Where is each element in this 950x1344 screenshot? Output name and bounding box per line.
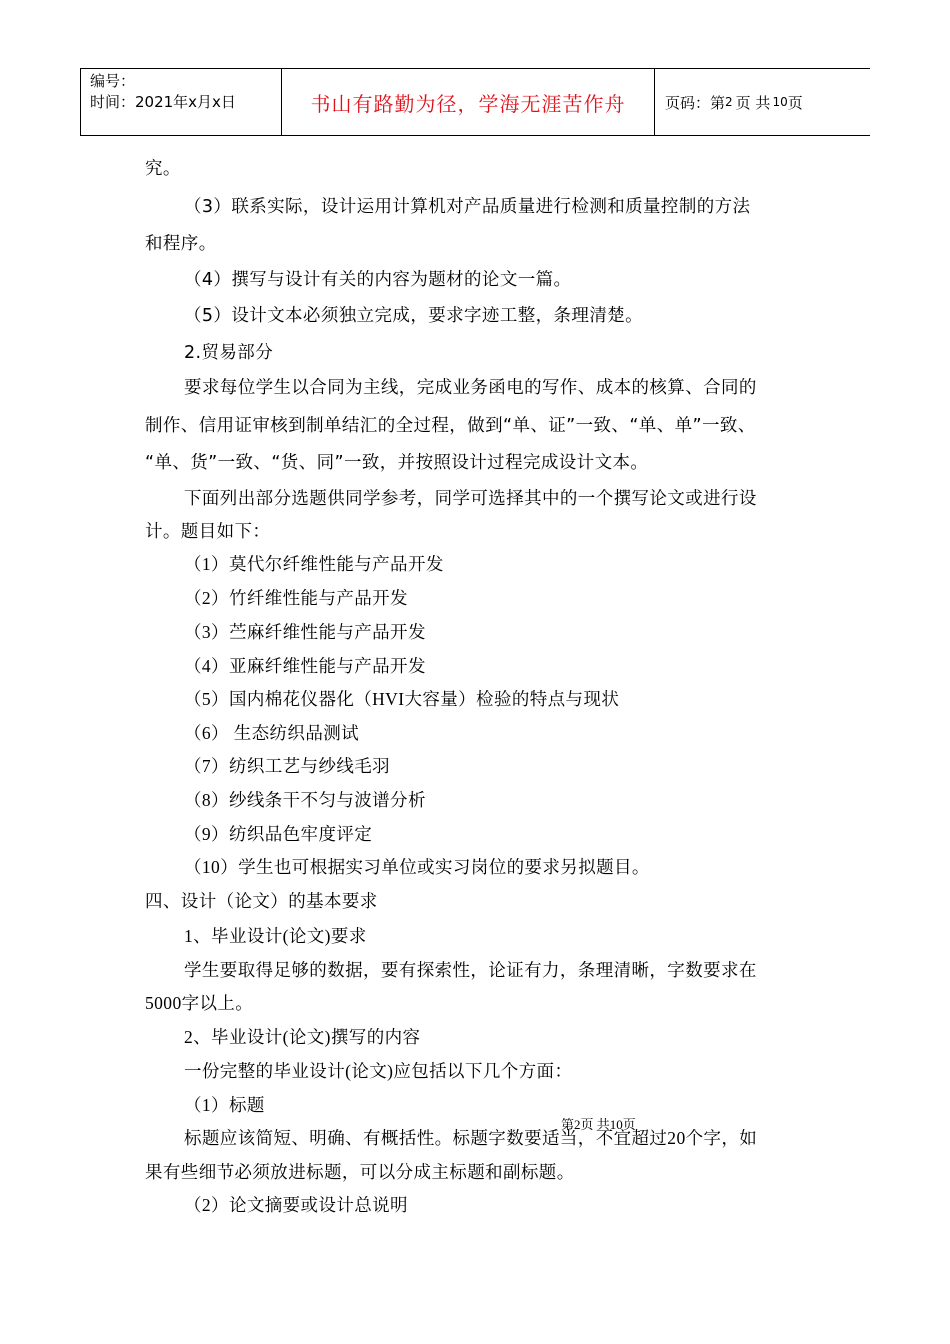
- paragraph-line: 标题应该简短、明确、有概括性。标题字数要适当，不宜超过20个字，如: [184, 1128, 758, 1148]
- topic-item: （1）标题: [184, 1095, 265, 1115]
- page-current: 2: [725, 95, 733, 109]
- topic-item: （8）纱线条干不匀与波谱分析: [184, 790, 426, 810]
- paragraph-line: 制作、信用证审核到制单结汇的全过程，做到“单、证”一致、“单、单”一致、: [145, 416, 756, 436]
- page-footer: 第2页 共10页: [561, 1117, 636, 1132]
- page-suffix: 页: [787, 93, 803, 112]
- paragraph-line: “单、货”一致、“货、同”一致，并按照设计过程完成设计文本。: [145, 453, 649, 473]
- paragraph-line: （4）撰写与设计有关的内容为题材的论文一篇。: [184, 270, 572, 290]
- topic-item: （9）纺织品色牢度评定: [184, 824, 373, 844]
- section-heading: 2.贸易部分: [184, 343, 274, 363]
- header-motto-cell: [282, 69, 655, 135]
- document-time-label: 时间：2021年x月x日: [90, 93, 236, 111]
- document-header: [80, 68, 870, 136]
- topic-item: （2）论文摘要或设计总说明: [184, 1195, 408, 1215]
- paragraph-line: 和程序。: [145, 234, 217, 254]
- topic-item: （1）莫代尔纤维性能与产品开发: [184, 554, 444, 574]
- paragraph-line: （5）设计文本必须独立完成，要求字迹工整，条理清楚。: [184, 306, 644, 326]
- header-meta-cell: [81, 69, 282, 135]
- document-number-label: 编号：: [90, 72, 136, 90]
- paragraph-line: 果有些细节必须放进标题，可以分成主标题和副标题。: [145, 1162, 575, 1182]
- subsection-heading: 2、毕业设计(论文)撰写的内容: [184, 1027, 421, 1047]
- paragraph-line: （3）联系实际，设计运用计算机对产品质量进行检测和质量控制的方法: [184, 197, 751, 217]
- paragraph-line: 计。题目如下：: [145, 522, 271, 542]
- topic-item: （7）纺织工艺与纱线毛羽: [184, 756, 391, 776]
- paragraph-line: 学生要取得足够的数据，要有探索性，论证有力，条理清晰，字数要求在: [184, 960, 757, 980]
- header-page-cell: [655, 69, 870, 135]
- paragraph-line: 5000字以上。: [145, 993, 254, 1013]
- page-mid: 页 共: [735, 93, 771, 112]
- topic-item: （3）苎麻纤维性能与产品开发: [184, 622, 426, 642]
- topic-item: （2）竹纤维性能与产品开发: [184, 588, 408, 608]
- paragraph-line: 究。: [145, 159, 181, 179]
- topic-item: （4）亚麻纤维性能与产品开发: [184, 656, 426, 676]
- page-total: 10: [772, 95, 788, 109]
- subsection-heading: 1、毕业设计(论文)要求: [184, 926, 367, 946]
- paragraph-line: 要求每位学生以合同为主线，完成业务函电的写作、成本的核算、合同的: [184, 378, 757, 398]
- paragraph-line: 下面列出部分选题供同学参考，同学可选择其中的一个撰写论文或进行设: [184, 489, 757, 509]
- topic-item: （6） 生态纺织品测试: [184, 723, 360, 743]
- paragraph-line: 一份完整的毕业设计(论文)应包括以下几个方面：: [184, 1061, 573, 1081]
- topic-item: （10）学生也可根据实习单位或实习岗位的要求另拟题目。: [184, 857, 650, 877]
- page-prefix: 页码：第: [665, 93, 726, 112]
- motto-text: 书山有路勤为径，学海无涯苦作舟: [310, 91, 626, 116]
- topic-item: （5）国内棉花仪器化（HVI大容量）检验的特点与现状: [184, 689, 620, 709]
- section-heading: 四、设计（论文）的基本要求: [145, 891, 378, 911]
